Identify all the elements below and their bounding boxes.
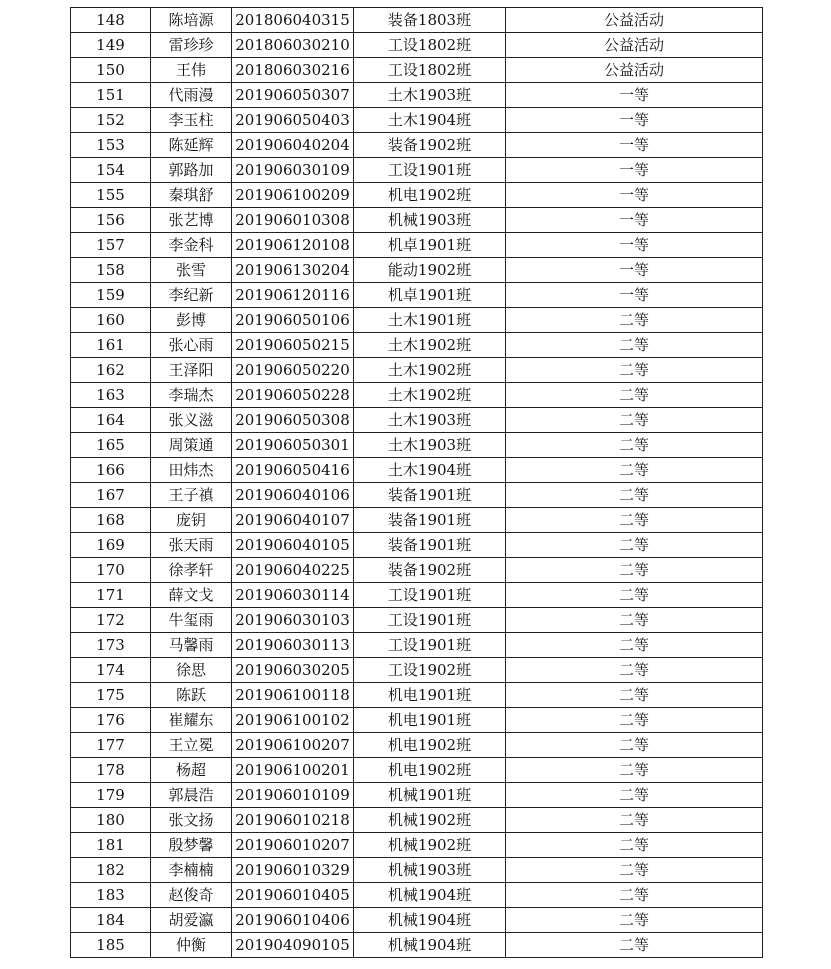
student-name-cell: 陈延辉 (151, 133, 232, 158)
award-level-cell: 一等 (506, 183, 763, 208)
award-level-cell: 二等 (506, 633, 763, 658)
table-row (71, 608, 763, 633)
class-name-cell: 工设1901班 (354, 583, 506, 608)
row-number-cell: 153 (71, 133, 151, 158)
student-id-cell: 201906010405 (232, 883, 354, 908)
student-id-cell: 201906030109 (232, 158, 354, 183)
student-id-cell: 201806030210 (232, 33, 354, 58)
table-row (71, 58, 763, 83)
student-id-cell: 201906050403 (232, 108, 354, 133)
award-level-cell: 公益活动 (506, 8, 763, 33)
row-number-cell: 158 (71, 258, 151, 283)
award-level-cell: 一等 (506, 283, 763, 308)
row-number-cell: 174 (71, 658, 151, 683)
class-name-cell: 机械1904班 (354, 933, 506, 958)
row-number-cell: 156 (71, 208, 151, 233)
award-level-cell: 二等 (506, 458, 763, 483)
class-name-cell: 土木1903班 (354, 433, 506, 458)
table-row (71, 83, 763, 108)
row-number-cell: 171 (71, 583, 151, 608)
student-name-cell: 马馨雨 (151, 633, 232, 658)
table-row (71, 808, 763, 833)
class-name-cell: 装备1901班 (354, 533, 506, 558)
class-name-cell: 土木1901班 (354, 308, 506, 333)
student-id-cell: 201906040106 (232, 483, 354, 508)
award-level-cell: 二等 (506, 333, 763, 358)
student-name-cell: 李玉柱 (151, 108, 232, 133)
table-row (71, 558, 763, 583)
student-id-cell: 201906120116 (232, 283, 354, 308)
row-number-cell: 155 (71, 183, 151, 208)
class-name-cell: 机电1901班 (354, 683, 506, 708)
student-name-cell: 雷珍珍 (151, 33, 232, 58)
student-name-cell: 殷梦馨 (151, 833, 232, 858)
row-number-cell: 164 (71, 408, 151, 433)
award-level-cell: 一等 (506, 133, 763, 158)
row-number-cell: 151 (71, 83, 151, 108)
student-id-cell: 201906030113 (232, 633, 354, 658)
table-row (71, 383, 763, 408)
row-number-cell: 157 (71, 233, 151, 258)
award-level-cell: 二等 (506, 858, 763, 883)
table-row (71, 408, 763, 433)
class-name-cell: 机卓1901班 (354, 283, 506, 308)
class-name-cell: 土木1903班 (354, 83, 506, 108)
student-id-cell: 201906100118 (232, 683, 354, 708)
award-level-cell: 二等 (506, 608, 763, 633)
row-number-cell: 176 (71, 708, 151, 733)
student-id-cell: 201906040107 (232, 508, 354, 533)
student-id-cell: 201906030205 (232, 658, 354, 683)
student-id-cell: 201906100209 (232, 183, 354, 208)
student-name-cell: 彭博 (151, 308, 232, 333)
row-number-cell: 173 (71, 633, 151, 658)
row-number-cell: 161 (71, 333, 151, 358)
row-number-cell: 180 (71, 808, 151, 833)
row-number-cell: 150 (71, 58, 151, 83)
table-row (71, 433, 763, 458)
row-number-cell: 172 (71, 608, 151, 633)
award-level-cell: 二等 (506, 308, 763, 333)
table-row (71, 683, 763, 708)
student-name-cell: 张文扬 (151, 808, 232, 833)
award-level-cell: 二等 (506, 758, 763, 783)
table-row (71, 708, 763, 733)
award-level-cell: 二等 (506, 808, 763, 833)
class-name-cell: 装备1901班 (354, 508, 506, 533)
table-row (71, 333, 763, 358)
row-number-cell: 178 (71, 758, 151, 783)
table-row (71, 8, 763, 33)
row-number-cell: 170 (71, 558, 151, 583)
class-name-cell: 机械1904班 (354, 908, 506, 933)
award-level-cell: 二等 (506, 408, 763, 433)
class-name-cell: 装备1803班 (354, 8, 506, 33)
row-number-cell: 177 (71, 733, 151, 758)
table-row (71, 158, 763, 183)
table-row (71, 33, 763, 58)
student-id-cell: 201906050106 (232, 308, 354, 333)
award-level-cell: 二等 (506, 783, 763, 808)
class-name-cell: 机械1901班 (354, 783, 506, 808)
table-row (71, 758, 763, 783)
row-number-cell: 152 (71, 108, 151, 133)
award-level-cell: 二等 (506, 708, 763, 733)
award-level-cell: 一等 (506, 233, 763, 258)
student-name-cell: 李金科 (151, 233, 232, 258)
student-name-cell: 李楠楠 (151, 858, 232, 883)
student-id-cell: 201906010406 (232, 908, 354, 933)
class-name-cell: 土木1902班 (354, 358, 506, 383)
class-name-cell: 土木1904班 (354, 458, 506, 483)
class-name-cell: 工设1901班 (354, 633, 506, 658)
award-level-cell: 二等 (506, 483, 763, 508)
award-level-cell: 公益活动 (506, 58, 763, 83)
class-name-cell: 土木1903班 (354, 408, 506, 433)
class-name-cell: 工设1902班 (354, 658, 506, 683)
student-id-cell: 201906100102 (232, 708, 354, 733)
student-id-cell: 201906120108 (232, 233, 354, 258)
class-name-cell: 土木1904班 (354, 108, 506, 133)
student-name-cell: 李纪新 (151, 283, 232, 308)
student-name-cell: 胡爱瀛 (151, 908, 232, 933)
row-number-cell: 166 (71, 458, 151, 483)
student-id-cell: 201906100207 (232, 733, 354, 758)
student-id-cell: 201904090105 (232, 933, 354, 958)
student-id-cell: 201906050308 (232, 408, 354, 433)
student-name-cell: 杨超 (151, 758, 232, 783)
table-row (71, 483, 763, 508)
table-row (71, 358, 763, 383)
class-name-cell: 工设1802班 (354, 33, 506, 58)
table-row (71, 633, 763, 658)
student-name-cell: 秦琪舒 (151, 183, 232, 208)
row-number-cell: 154 (71, 158, 151, 183)
student-name-cell: 张义滋 (151, 408, 232, 433)
row-number-cell: 181 (71, 833, 151, 858)
class-name-cell: 机械1903班 (354, 208, 506, 233)
student-id-cell: 201906010109 (232, 783, 354, 808)
table-row (71, 908, 763, 933)
row-number-cell: 184 (71, 908, 151, 933)
student-id-cell: 201906050220 (232, 358, 354, 383)
student-name-cell: 张雪 (151, 258, 232, 283)
row-number-cell: 179 (71, 783, 151, 808)
row-number-cell: 148 (71, 8, 151, 33)
student-id-cell: 201906030114 (232, 583, 354, 608)
row-number-cell: 162 (71, 358, 151, 383)
award-level-cell: 二等 (506, 508, 763, 533)
student-name-cell: 陈培源 (151, 8, 232, 33)
row-number-cell: 175 (71, 683, 151, 708)
table-row (71, 308, 763, 333)
row-number-cell: 149 (71, 33, 151, 58)
student-name-cell: 代雨漫 (151, 83, 232, 108)
student-id-cell: 201906040225 (232, 558, 354, 583)
row-number-cell: 165 (71, 433, 151, 458)
row-number-cell: 182 (71, 858, 151, 883)
student-id-cell: 201906040105 (232, 533, 354, 558)
row-number-cell: 163 (71, 383, 151, 408)
award-level-cell: 一等 (506, 158, 763, 183)
row-number-cell: 168 (71, 508, 151, 533)
award-level-cell: 二等 (506, 933, 763, 958)
student-name-cell: 崔耀东 (151, 708, 232, 733)
award-table-body (71, 8, 763, 958)
award-level-cell: 二等 (506, 683, 763, 708)
table-row (71, 833, 763, 858)
student-name-cell: 陈跃 (151, 683, 232, 708)
table-row (71, 658, 763, 683)
student-name-cell: 张艺博 (151, 208, 232, 233)
award-level-cell: 二等 (506, 883, 763, 908)
table-row (71, 858, 763, 883)
student-id-cell: 201906100201 (232, 758, 354, 783)
student-name-cell: 李瑞杰 (151, 383, 232, 408)
student-name-cell: 田炜杰 (151, 458, 232, 483)
class-name-cell: 机械1903班 (354, 858, 506, 883)
student-name-cell: 徐思 (151, 658, 232, 683)
award-level-cell: 公益活动 (506, 33, 763, 58)
award-table (70, 7, 763, 958)
award-level-cell: 二等 (506, 833, 763, 858)
table-row (71, 933, 763, 958)
class-name-cell: 机卓1901班 (354, 233, 506, 258)
row-number-cell: 183 (71, 883, 151, 908)
row-number-cell: 169 (71, 533, 151, 558)
student-name-cell: 郭路加 (151, 158, 232, 183)
award-level-cell: 二等 (506, 908, 763, 933)
class-name-cell: 机电1901班 (354, 708, 506, 733)
student-id-cell: 201906050215 (232, 333, 354, 358)
award-level-cell: 二等 (506, 358, 763, 383)
student-id-cell: 201906050416 (232, 458, 354, 483)
student-name-cell: 张心雨 (151, 333, 232, 358)
student-name-cell: 郭晨浩 (151, 783, 232, 808)
class-name-cell: 能动1902班 (354, 258, 506, 283)
student-name-cell: 王立冕 (151, 733, 232, 758)
table-row (71, 508, 763, 533)
student-id-cell: 201806040315 (232, 8, 354, 33)
table-row (71, 283, 763, 308)
award-level-cell: 二等 (506, 558, 763, 583)
award-level-cell: 二等 (506, 433, 763, 458)
student-id-cell: 201906050301 (232, 433, 354, 458)
student-name-cell: 王伟 (151, 58, 232, 83)
student-id-cell: 201906040204 (232, 133, 354, 158)
class-name-cell: 机械1904班 (354, 883, 506, 908)
class-name-cell: 装备1902班 (354, 558, 506, 583)
student-id-cell: 201906010207 (232, 833, 354, 858)
award-level-cell: 二等 (506, 533, 763, 558)
table-row (71, 733, 763, 758)
row-number-cell: 185 (71, 933, 151, 958)
student-name-cell: 徐孝轩 (151, 558, 232, 583)
table-row (71, 133, 763, 158)
class-name-cell: 机械1902班 (354, 808, 506, 833)
class-name-cell: 装备1901班 (354, 483, 506, 508)
student-id-cell: 201906050228 (232, 383, 354, 408)
student-name-cell: 庞钥 (151, 508, 232, 533)
student-id-cell: 201806030216 (232, 58, 354, 83)
table-row (71, 233, 763, 258)
table-row (71, 208, 763, 233)
class-name-cell: 工设1901班 (354, 158, 506, 183)
table-row (71, 533, 763, 558)
student-id-cell: 201906010218 (232, 808, 354, 833)
class-name-cell: 土木1902班 (354, 383, 506, 408)
student-id-cell: 201906030103 (232, 608, 354, 633)
award-level-cell: 一等 (506, 108, 763, 133)
class-name-cell: 工设1901班 (354, 608, 506, 633)
award-level-cell: 二等 (506, 733, 763, 758)
table-row (71, 458, 763, 483)
student-name-cell: 王泽阳 (151, 358, 232, 383)
class-name-cell: 土木1902班 (354, 333, 506, 358)
table-row (71, 583, 763, 608)
student-name-cell: 赵俊奇 (151, 883, 232, 908)
row-number-cell: 160 (71, 308, 151, 333)
class-name-cell: 机械1902班 (354, 833, 506, 858)
row-number-cell: 167 (71, 483, 151, 508)
student-name-cell: 张天雨 (151, 533, 232, 558)
class-name-cell: 机电1902班 (354, 183, 506, 208)
award-level-cell: 二等 (506, 383, 763, 408)
student-id-cell: 201906010329 (232, 858, 354, 883)
table-row (71, 258, 763, 283)
student-name-cell: 牛玺雨 (151, 608, 232, 633)
table-row (71, 183, 763, 208)
student-name-cell: 薛文戈 (151, 583, 232, 608)
award-level-cell: 一等 (506, 83, 763, 108)
award-level-cell: 一等 (506, 208, 763, 233)
student-name-cell: 仲衡 (151, 933, 232, 958)
table-row (71, 883, 763, 908)
table-row (71, 783, 763, 808)
student-name-cell: 周策通 (151, 433, 232, 458)
student-id-cell: 201906010308 (232, 208, 354, 233)
student-id-cell: 201906130204 (232, 258, 354, 283)
student-id-cell: 201906050307 (232, 83, 354, 108)
student-name-cell: 王子禛 (151, 483, 232, 508)
award-level-cell: 二等 (506, 658, 763, 683)
class-name-cell: 工设1802班 (354, 58, 506, 83)
class-name-cell: 装备1902班 (354, 133, 506, 158)
award-level-cell: 二等 (506, 583, 763, 608)
class-name-cell: 机电1902班 (354, 733, 506, 758)
row-number-cell: 159 (71, 283, 151, 308)
class-name-cell: 机电1902班 (354, 758, 506, 783)
table-row (71, 108, 763, 133)
award-level-cell: 一等 (506, 258, 763, 283)
